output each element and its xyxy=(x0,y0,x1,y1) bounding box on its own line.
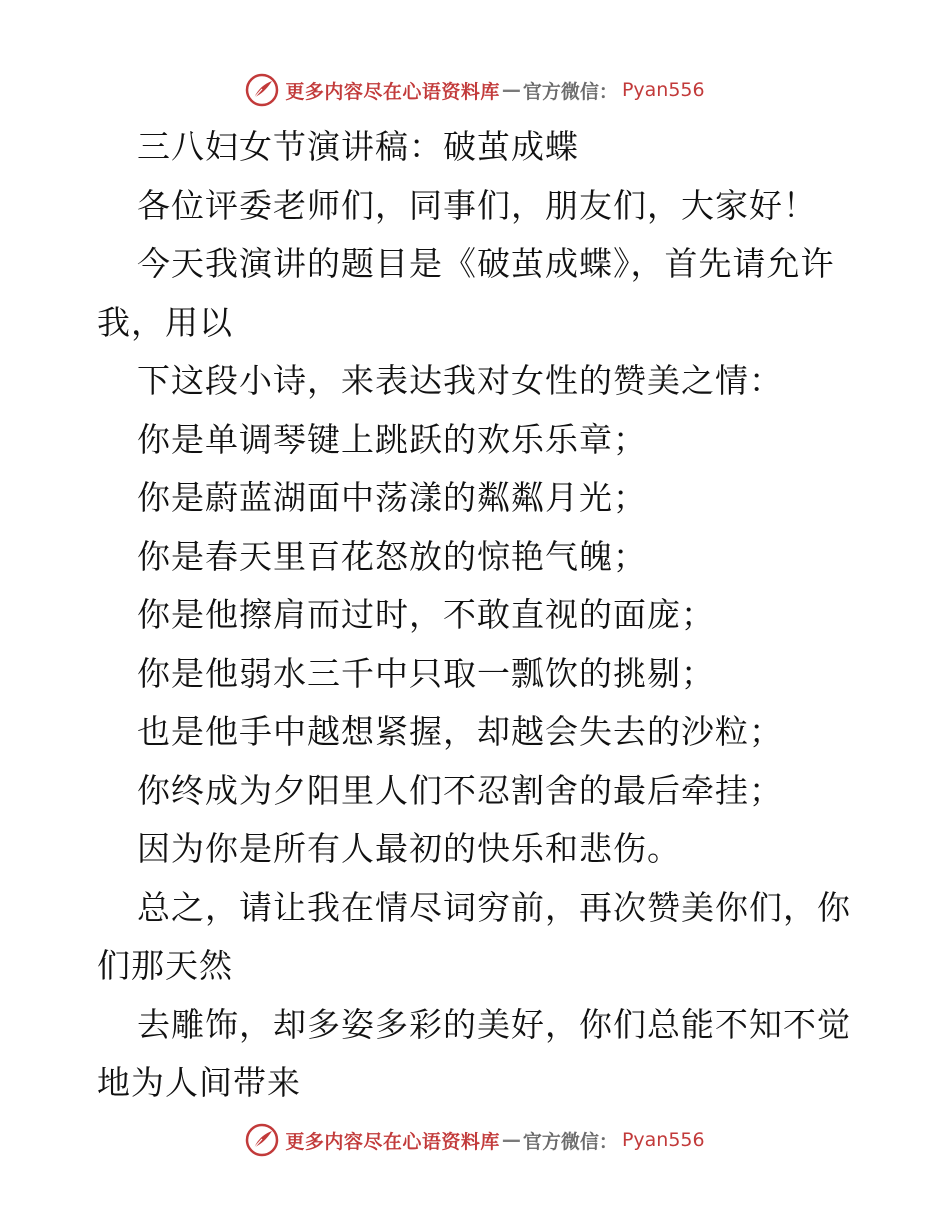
banner-separator: ： xyxy=(598,80,618,103)
banner-site-text: 更多内容尽在心语资料库 xyxy=(285,80,500,103)
header-banner xyxy=(0,68,950,112)
quill-logo-icon xyxy=(245,73,279,107)
quill-logo-icon xyxy=(245,1123,279,1157)
footer-banner xyxy=(0,1118,950,1162)
poem-line: 你是他擦肩而过时，不敢直视的面庞； xyxy=(137,595,715,634)
banner-wechat-label: 官方微信 xyxy=(522,1130,599,1153)
poem-line: 你是蔚蓝湖面中荡漾的粼粼月光； xyxy=(137,478,647,517)
closing-line-1: 总之，请让我在情尽词穷前，再次赞美你们，你们那天然 xyxy=(97,887,851,985)
poem-line: 你是单调琴键上跳跃的欢乐乐章； xyxy=(137,419,647,459)
document-body xyxy=(97,118,857,1113)
banner-site-text: 更多内容尽在心语资料库 xyxy=(285,1130,500,1153)
poem-line: 你是他弱水三千中只取一瓢饮的挑剔； xyxy=(137,653,715,693)
banner-separator: ： xyxy=(598,1130,618,1153)
document-title: 三八妇女节演讲稿：破茧成蝶 xyxy=(137,127,579,166)
intro-line-2: 下这段小诗，来表达我对女性的赞美之情： xyxy=(137,361,783,400)
banner-wechat-label: 官方微信 xyxy=(522,80,599,103)
intro-line-1: 今天我演讲的题目是《破茧成蝶》，首先请允许我，用以 xyxy=(97,244,835,342)
banner-dash: — xyxy=(501,79,521,101)
poem-line: 你终成为夕阳里人们不忍割舍的最后牵挂； xyxy=(137,770,783,810)
banner-dash: — xyxy=(501,1129,521,1151)
greeting: 各位评委老师们，同事们，朋友们，大家好！ xyxy=(137,185,817,225)
poem-line: 因为你是所有人最初的快乐和悲伤。 xyxy=(137,829,681,868)
poem-line: 你是春天里百花怒放的惊艳气魄； xyxy=(137,536,647,576)
closing-line-2: 去雕饰，却多姿多彩的美好，你们总能不知不觉地为人间带来 xyxy=(97,1004,851,1102)
banner-wechat-id: Pyan556 xyxy=(621,79,705,101)
poem-line: 也是他手中越想紧握，却越会失去的沙粒； xyxy=(137,712,783,751)
banner-wechat-id: Pyan556 xyxy=(621,1129,705,1151)
